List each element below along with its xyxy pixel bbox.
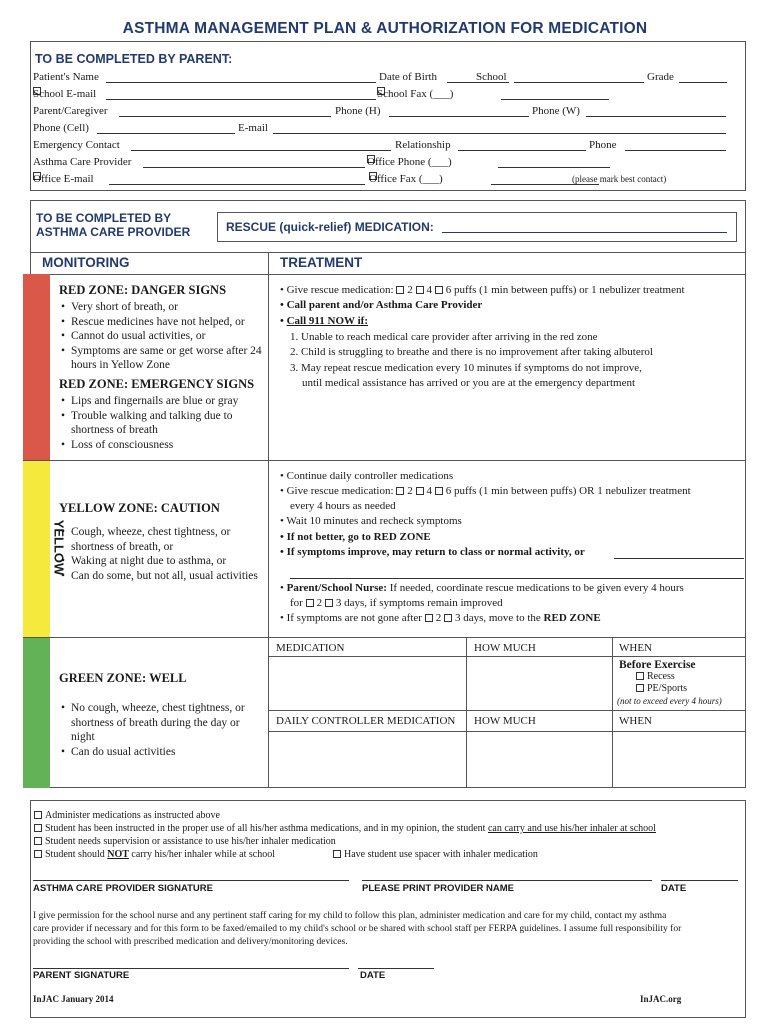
school-email-field[interactable] xyxy=(106,99,376,100)
parent-date-label: DATE xyxy=(360,970,386,981)
yellow-t3-text: Wait 10 minutes and recheck symptoms xyxy=(286,515,462,527)
checkbox-yellow-6[interactable] xyxy=(435,487,443,495)
grade-field[interactable] xyxy=(679,82,727,83)
office-phone-label: Office Phone (___) xyxy=(367,156,452,168)
emergency-row xyxy=(33,138,733,153)
document-title: ASTHMA MANAGEMENT PLAN & AUTHORIZATION FOR MEDICATION xyxy=(122,20,648,37)
yellow-treatment-5: • If symptoms improve, may return to class or normal activity, or xyxy=(280,546,585,558)
col-when: WHEN xyxy=(619,642,652,654)
relationship-field[interactable] xyxy=(458,150,586,151)
parent-row xyxy=(33,104,733,119)
permission-line: I give permission for the school nurse and any pertinent staff caring for my child to follow this plan, administer medication and care for my child, contact my asthma xyxy=(33,910,667,921)
red-danger-title: RED ZONE: DANGER SIGNS xyxy=(59,283,227,297)
asthma-care-provider-field[interactable] xyxy=(143,167,365,168)
footer-left: InJAC January 2014 xyxy=(33,994,114,1004)
red-911-item: 1. Unable to reach medical care provider after arriving in the red zone xyxy=(290,331,598,343)
red-emergency-title: RED ZONE: EMERGENCY SIGNS xyxy=(59,377,255,391)
list-item: • Cannot do usual activities, or xyxy=(59,329,264,344)
parent-caregiver-field[interactable] xyxy=(119,116,331,117)
auth-4-not: NOT xyxy=(107,849,129,860)
yellow-t5-text: If symptoms improve, may return to class or normal activity, or xyxy=(286,546,585,558)
red-t1-opt3: 6 puffs (1 min between puffs) or 1 nebulizer treatment xyxy=(445,284,685,296)
school-label: School xyxy=(476,71,507,83)
yellow-treatment-3: • Wait 10 minutes and recheck symptoms xyxy=(280,515,462,527)
yellow-treatment-6: • Parent/School Nurse: If needed, coordinate rescue medications to be given every 4 hours xyxy=(280,582,684,594)
green-table-head-line xyxy=(268,656,746,657)
checkbox-spacer[interactable] xyxy=(333,850,341,858)
office-row xyxy=(33,172,733,187)
best-contact-note: (please mark best contact) xyxy=(572,174,667,184)
auth-4-pre: Student should xyxy=(45,849,105,860)
office-phone-field[interactable] xyxy=(498,167,610,168)
red-treatment-1: • Give rescue medication: 2 4 6 puffs (1 min between puffs) or 1 nebulizer treatment xyxy=(280,284,685,296)
yellow-zone-bar xyxy=(23,460,67,637)
print-name-label: PLEASE PRINT PROVIDER NAME xyxy=(362,883,515,894)
checkbox-administer[interactable] xyxy=(34,811,42,819)
auth-1-text: Administer medications as instructed above xyxy=(45,810,220,821)
permission-line: care provider if necessary and for this form to be faxed/emailed to my child's school or be shared with school staff per FERPA guidelines. I assume full responsibility for xyxy=(33,923,682,934)
yellow-activity-field[interactable] xyxy=(614,558,744,559)
yellow-treatment-4: • If not better, go to RED ZONE xyxy=(280,531,431,543)
list-item: • Can do some, but not all, usual activities xyxy=(59,569,264,584)
before-exercise-label: Before Exercise xyxy=(619,659,696,671)
yellow-t6-opt1: 2 xyxy=(316,597,323,609)
list-item: • Lips and fingernails are blue or gray xyxy=(59,394,259,409)
auth-option-5 xyxy=(333,848,538,861)
provider-date-line[interactable] xyxy=(661,880,738,881)
auth-option-2 xyxy=(34,822,656,835)
green-table-head-line-2 xyxy=(268,731,746,732)
checkbox-yellow-4[interactable] xyxy=(416,487,424,495)
phone-w-field[interactable] xyxy=(586,116,726,117)
red-treatment-2: • Call parent and/or Asthma Care Provider xyxy=(280,299,483,311)
red-zone-label: RED xyxy=(51,347,67,376)
provider-date-label: DATE xyxy=(661,883,687,894)
list-item: • Rescue medicines have not helped, or xyxy=(59,315,264,330)
auth-2-underlined: can carry and use his/her inhaler at school xyxy=(487,823,656,834)
permission-line: providing the school with prescribed medication and delivery/monitoring devices. xyxy=(33,936,348,947)
auth-option-3 xyxy=(34,835,336,848)
red-911-item: until medical assistance has arrived or you are at the emergency department xyxy=(302,377,636,389)
yellow-t2-opt1: 2 xyxy=(407,485,413,497)
checkbox-red-6[interactable] xyxy=(435,286,443,294)
phone-h-field[interactable] xyxy=(389,116,529,117)
col-how-much-2: HOW MUCH xyxy=(474,715,536,727)
yellow-t7-opt1: 2 xyxy=(435,612,442,624)
yellow-t6-rest: If needed, coordinate rescue medications to be given every 4 hours xyxy=(389,582,684,594)
green-table-mid-line xyxy=(268,710,746,711)
patient-row xyxy=(33,70,733,85)
yellow-title: YELLOW ZONE: CAUTION xyxy=(59,501,220,515)
col-daily-controller: DAILY CONTROLLER MEDICATION xyxy=(276,715,456,727)
auth-option-4 xyxy=(34,848,275,861)
list-item: • Symptoms are same or get worse after 24 hours in Yellow Zone xyxy=(59,344,264,373)
checkbox-recess[interactable] xyxy=(636,672,644,680)
cell-email-row xyxy=(33,121,733,136)
emergency-contact-label: Emergency Contact xyxy=(33,139,120,151)
auth-2-text: Student has been instructed in the proper use of all his/her asthma medications, and in my opinion, the student xyxy=(45,823,486,834)
pe-sports-label: PE/Sports xyxy=(647,683,688,694)
provider-name-line[interactable] xyxy=(362,880,652,881)
provider-row xyxy=(33,155,733,170)
col-how-much: HOW MUCH xyxy=(474,642,536,654)
list-item: • Trouble walking and talking due to shortness of breath xyxy=(59,409,259,438)
yellow-activity-field-2[interactable] xyxy=(290,578,744,579)
green-zone-bar xyxy=(23,637,67,788)
green-table-col-1 xyxy=(466,637,467,788)
yellow-treatment-2-cont: every 4 hours as needed xyxy=(290,500,396,512)
parent-date-line[interactable] xyxy=(358,968,434,969)
treatment-heading: TREATMENT xyxy=(280,255,363,270)
recess-option xyxy=(636,671,675,683)
parent-caregiver-label: Parent/Caregiver xyxy=(33,105,108,117)
yellow-treatment-1: • Continue daily controller medications xyxy=(280,470,454,482)
provider-signature-line[interactable] xyxy=(33,880,349,881)
emergency-contact-field[interactable] xyxy=(131,150,391,151)
dob-label: Date of Birth xyxy=(379,71,438,83)
yellow-t7-bold: RED ZONE xyxy=(543,612,601,624)
list-item: • Can do usual activities xyxy=(59,745,264,760)
yellow-treatment-7: • If symptoms are not gone after 2 3 days, move to the RED ZONE xyxy=(280,612,601,624)
checkbox-yellow-2[interactable] xyxy=(396,487,404,495)
red-911-item: 3. May repeat rescue medication every 10 minutes if symptoms do not improve, xyxy=(290,362,642,374)
school-field[interactable] xyxy=(514,82,644,83)
parent-signature-label: PARENT SIGNATURE xyxy=(33,970,130,981)
phone-cell-field[interactable] xyxy=(97,133,235,134)
yellow-zone-label: YELLOW xyxy=(51,519,67,576)
monitoring-heading: MONITORING xyxy=(42,255,130,270)
parent-signature-line[interactable] xyxy=(33,968,349,969)
school-fax-label: School Fax (___) xyxy=(377,88,454,100)
yellow-t7-opt2: 3 days, move to the xyxy=(454,612,541,624)
column-head-divider xyxy=(30,274,746,275)
auth-option-1 xyxy=(34,809,220,822)
red-t1-opt2: 4 xyxy=(426,284,433,296)
yellow-t2-prefix: Give rescue medication: xyxy=(286,485,394,497)
yellow-treatment-6-cont xyxy=(290,596,503,611)
patients-name-field[interactable] xyxy=(106,82,376,83)
email-label: E-mail xyxy=(238,122,268,134)
rescue-medication-label: RESCUE (quick-relief) MEDICATION: xyxy=(226,220,434,234)
red-t2-text: Call parent and/or Asthma Care Provider xyxy=(286,299,483,311)
green-title: GREEN ZONE: WELL xyxy=(59,671,187,685)
phone-field[interactable] xyxy=(625,150,726,151)
checkbox-red-4[interactable] xyxy=(416,286,424,294)
red-treatment-3: • Call 911 NOW if: xyxy=(280,315,368,327)
col-when-2: WHEN xyxy=(619,715,652,727)
green-table-col-2 xyxy=(612,637,613,788)
red-emergency-list xyxy=(59,394,259,452)
checkbox-not-carry[interactable] xyxy=(34,850,42,858)
provider-section-heading xyxy=(36,211,190,239)
school-contact-row xyxy=(33,87,733,102)
relationship-label: Relationship xyxy=(395,139,451,151)
checkbox-yellow-move-2[interactable] xyxy=(425,614,433,622)
red-911-item: 2. Child is struggling to breathe and there is no improvement after taking albuterol xyxy=(290,346,653,358)
email-field[interactable] xyxy=(273,133,726,134)
school-email-label: School E-mail xyxy=(33,88,97,100)
red-danger-list xyxy=(59,300,264,373)
phone-label: Phone xyxy=(589,139,617,151)
list-item: • Waking at night due to asthma, or xyxy=(59,554,264,569)
phone-h-label: Phone (H) xyxy=(335,105,381,117)
provider-heading-line1: TO BE COMPLETED BY xyxy=(36,211,172,225)
list-item: • Very short of breath, or xyxy=(59,300,264,315)
recess-label: Recess xyxy=(647,671,675,682)
list-item: • No cough, wheeze, chest tightness, or shortness of breath during the day or night xyxy=(59,701,264,745)
green-zone-label: GREEN xyxy=(51,687,67,734)
yellow-t6-opt2: 3 days, if symptoms remain improved xyxy=(335,597,503,609)
not-exceed-note: (not to exceed every 4 hours) xyxy=(617,696,722,706)
col-medication: MEDICATION xyxy=(276,642,345,654)
auth-3-text: Student needs supervision or assistance to use his/her inhaler medication xyxy=(45,836,336,847)
red-t1-prefix: Give rescue medication: xyxy=(286,284,394,296)
phone-cell-label: Phone (Cell) xyxy=(33,122,89,134)
yellow-t1-text: Continue daily controller medications xyxy=(286,470,454,482)
yellow-t7-pre: If symptoms are not gone after xyxy=(286,612,422,624)
red-t3-text: Call 911 NOW if: xyxy=(286,315,368,327)
checkbox-red-2[interactable] xyxy=(396,286,404,294)
checkbox-self-carry[interactable] xyxy=(34,824,42,832)
yellow-treatment-2: • Give rescue medication: 2 4 6 puffs (1 min between puffs) OR 1 nebulizer treatment xyxy=(280,485,691,497)
yellow-t6-for: for xyxy=(290,597,303,609)
checkbox-pe-sports[interactable] xyxy=(636,684,644,692)
list-item: • Loss of consciousness xyxy=(59,438,259,453)
yellow-t2-opt2: 4 xyxy=(426,485,433,497)
asthma-care-provider-label: Asthma Care Provider xyxy=(33,156,132,168)
yellow-t6-bold: Parent/School Nurse: xyxy=(286,582,387,594)
auth-4-post: carry his/her inhaler while at school xyxy=(131,849,275,860)
column-divider xyxy=(268,252,269,788)
checkbox-yellow-days-3[interactable] xyxy=(325,599,333,607)
rescue-medication-field[interactable] xyxy=(442,232,727,233)
office-email-label: Office E-mail xyxy=(33,173,94,185)
checkbox-supervision[interactable] xyxy=(34,837,42,845)
grade-label: Grade xyxy=(647,71,674,83)
auth-5-text: Have student use spacer with inhaler medication xyxy=(344,849,538,860)
checkbox-yellow-days-2[interactable] xyxy=(306,599,314,607)
office-fax-label: Office Fax (___) xyxy=(369,173,443,185)
parent-section-heading: TO BE COMPLETED BY PARENT: xyxy=(35,52,233,66)
list-item: • Cough, wheeze, chest tightness, or shortness of breath, or xyxy=(59,525,264,554)
yellow-t4-text: If not better, go to RED ZONE xyxy=(286,531,431,543)
red-yellow-divider xyxy=(23,460,746,461)
patients-name-label: Patient's Name xyxy=(33,71,99,83)
checkbox-yellow-move-3[interactable] xyxy=(444,614,452,622)
provider-signature-label: ASTHMA CARE PROVIDER SIGNATURE xyxy=(33,883,213,894)
provider-heading-line2: ASTHMA CARE PROVIDER xyxy=(36,225,191,239)
footer-right[interactable]: InJAC.org xyxy=(640,994,682,1004)
phone-w-label: Phone (W) xyxy=(532,105,580,117)
red-zone-bar xyxy=(23,274,67,460)
office-email-field[interactable] xyxy=(109,184,365,185)
pe-sports-option xyxy=(636,683,687,695)
red-t1-opt1: 2 xyxy=(407,284,413,296)
school-fax-field[interactable] xyxy=(501,99,609,100)
yellow-t2-opt3: 6 puffs (1 min between puffs) OR 1 nebulizer treatment xyxy=(445,485,691,497)
green-signs-list xyxy=(59,701,264,759)
yellow-green-divider xyxy=(23,637,746,638)
yellow-signs-list xyxy=(59,525,264,583)
